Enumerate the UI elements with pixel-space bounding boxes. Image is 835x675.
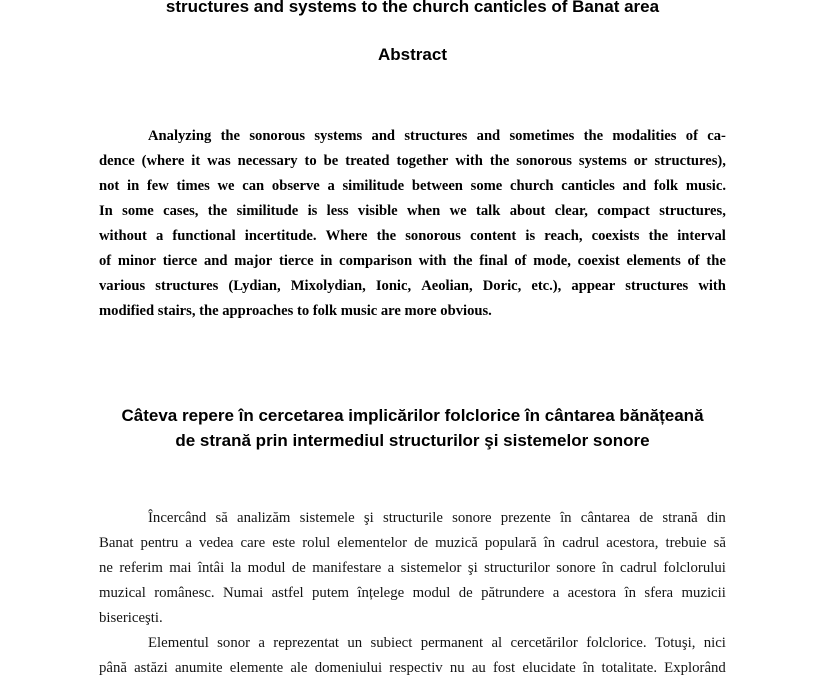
word: sfera: [644, 585, 674, 601]
word: în: [560, 510, 572, 526]
word: (where: [141, 153, 185, 169]
word: nu: [449, 660, 465, 675]
word: the: [220, 128, 241, 144]
word: we: [217, 178, 235, 194]
word: domeniului: [314, 660, 383, 675]
word: reprezentat: [273, 635, 339, 651]
word: reach,: [544, 228, 583, 244]
word: some: [122, 203, 154, 219]
text-line: [99, 274, 726, 299]
word: the: [583, 128, 604, 144]
word: sonorous: [516, 153, 572, 169]
word: şi: [467, 560, 478, 576]
word: structures: [404, 128, 468, 144]
word: pentru: [140, 535, 179, 551]
abstract-heading: Abstract: [378, 45, 447, 64]
word: is: [525, 228, 536, 244]
word: a: [185, 535, 192, 551]
word: manifestare: [312, 560, 382, 576]
word: the: [489, 153, 510, 169]
word: cadrul: [562, 535, 600, 551]
word: canticles: [561, 178, 615, 194]
word: can: [242, 178, 265, 194]
word: strană: [662, 510, 698, 526]
text-line: [99, 124, 726, 149]
word: folclorului: [663, 560, 726, 576]
word: elucidate: [522, 660, 576, 675]
word: Numai: [222, 585, 264, 601]
word: structurile: [382, 510, 443, 526]
word: of: [514, 253, 527, 269]
word: totalitate.: [601, 660, 658, 675]
word: astăzi: [134, 660, 168, 675]
word: incertitude.: [244, 228, 317, 244]
word: few: [146, 178, 169, 194]
word: înțelege: [357, 585, 405, 601]
word: să: [215, 510, 228, 526]
text-line: modified stairs, the approaches to folk music are more obvious.: [99, 303, 492, 319]
word: coexists: [591, 228, 640, 244]
word: major: [234, 253, 273, 269]
word: (Lydian,: [228, 278, 281, 294]
word: cases,: [163, 203, 199, 219]
text-line: [99, 199, 726, 224]
word: un: [347, 635, 363, 651]
word: in: [127, 178, 140, 194]
word: Încercând: [148, 510, 207, 526]
word: anumite: [174, 660, 223, 675]
word: întâi: [197, 560, 225, 576]
word: or: [633, 153, 648, 169]
word: acestora,: [606, 535, 659, 551]
word: between: [411, 178, 463, 194]
word: minor: [117, 253, 156, 269]
word: clear,: [554, 203, 588, 219]
word: necessary: [237, 153, 298, 169]
word: rolul: [302, 535, 331, 551]
word: mai: [169, 560, 192, 576]
word: when: [407, 203, 441, 219]
word: a: [327, 178, 335, 194]
word: analizăm: [237, 510, 291, 526]
word: the: [706, 253, 726, 269]
text-line: [99, 224, 726, 249]
word: structures: [155, 278, 219, 294]
text-line: [99, 249, 726, 274]
word: structurilor: [484, 560, 550, 576]
text-line: [99, 631, 726, 656]
text-line: [99, 581, 726, 606]
word: din: [706, 510, 726, 526]
word: sonore: [556, 560, 596, 576]
word: the: [648, 228, 669, 244]
word: tierce: [278, 253, 314, 269]
word: sistemele: [299, 510, 355, 526]
word: românesc.: [154, 585, 215, 601]
word: în: [582, 660, 595, 675]
word: trebuie: [665, 535, 707, 551]
word: vedea: [199, 535, 234, 551]
word: Explorând: [664, 660, 726, 675]
word: treated: [345, 153, 390, 169]
word: systems: [578, 153, 627, 169]
word: sonorous: [249, 128, 306, 144]
word: să: [713, 535, 726, 551]
word: of: [99, 253, 112, 269]
word: folclorice.: [586, 635, 647, 651]
word: subiect: [370, 635, 413, 651]
word: without: [99, 228, 147, 244]
word: about: [509, 203, 546, 219]
word: mode,: [533, 253, 571, 269]
word: with: [418, 253, 447, 269]
word: etc.),: [531, 278, 562, 294]
word: şi: [363, 510, 374, 526]
word: de: [414, 535, 429, 551]
word: acestora: [567, 585, 617, 601]
word: sonore: [452, 510, 492, 526]
word: de: [291, 560, 306, 576]
romanian-title: [99, 403, 726, 453]
text-line: [99, 174, 726, 199]
word: music.: [685, 178, 726, 194]
body-paragraph-1: [99, 506, 726, 631]
word: în: [624, 585, 636, 601]
word: be: [323, 153, 339, 169]
word: ale: [290, 660, 308, 675]
word: care: [240, 535, 266, 551]
word: church: [510, 178, 554, 194]
word: al: [491, 635, 503, 651]
word: Mixolydian,: [290, 278, 366, 294]
word: Totuşi,: [654, 635, 696, 651]
word: modalities: [612, 128, 677, 144]
word: muzică: [435, 535, 478, 551]
word: Analyzing: [148, 128, 212, 144]
word: functional: [172, 228, 236, 244]
word: the: [207, 203, 228, 219]
word: and: [203, 253, 228, 269]
word: au: [471, 660, 486, 675]
word: the: [376, 228, 397, 244]
word: este: [272, 535, 296, 551]
word: structures),: [654, 153, 726, 169]
word: în: [602, 560, 614, 576]
word: putem: [312, 585, 350, 601]
word: de: [639, 510, 654, 526]
word: compact: [597, 203, 650, 219]
word: coexist: [577, 253, 620, 269]
text-line: [99, 656, 726, 675]
word: of: [685, 128, 698, 144]
word: cadrul: [620, 560, 657, 576]
text-line: de strană prin intermediul structurilor şi sistemelor sonore: [175, 431, 650, 450]
word: and: [476, 128, 501, 144]
word: a: [155, 228, 164, 244]
word: elemente: [229, 660, 284, 675]
word: with: [455, 153, 483, 169]
text-line: [99, 149, 726, 174]
word: of: [687, 253, 700, 269]
word: fost: [492, 660, 516, 675]
word: structures: [625, 278, 689, 294]
word: cercetărilor: [510, 635, 578, 651]
word: respectiv: [389, 660, 443, 675]
word: dence: [99, 153, 135, 169]
word: visible: [357, 203, 398, 219]
word: to: [304, 153, 317, 169]
word: muzical: [99, 585, 146, 601]
word: it: [191, 153, 201, 169]
word: de: [458, 585, 473, 601]
word: ne: [99, 560, 113, 576]
word: with: [698, 278, 726, 294]
word: Where: [325, 228, 368, 244]
word: elements: [626, 253, 681, 269]
word: ca-: [707, 128, 726, 144]
word: not: [99, 178, 120, 194]
word: la: [230, 560, 242, 576]
word: is: [307, 203, 318, 219]
word: structures,: [659, 203, 726, 219]
word: In: [99, 203, 113, 219]
text-line: [99, 531, 726, 556]
word: Aeolian,: [421, 278, 473, 294]
word: pătrundere: [481, 585, 545, 601]
text-line: Câteva repere în cercetarea implicărilor folclorice în cântarea bănățeană: [121, 406, 704, 425]
word: permanent: [420, 635, 484, 651]
word: nici: [703, 635, 726, 651]
word: sonorous: [405, 228, 461, 244]
abstract-paragraph: [99, 124, 726, 324]
word: together: [396, 153, 449, 169]
word: various: [99, 278, 146, 294]
word: în: [543, 535, 556, 551]
word: was: [207, 153, 231, 169]
word: populară: [484, 535, 537, 551]
word: similitude: [236, 203, 299, 219]
word: appear: [571, 278, 616, 294]
word: muzicii: [681, 585, 726, 601]
word: sonor: [217, 635, 251, 651]
word: sistemelor: [400, 560, 462, 576]
word: a: [258, 635, 265, 651]
word: comparison: [339, 253, 413, 269]
word: less: [326, 203, 349, 219]
word: Ionic,: [375, 278, 412, 294]
word: systems: [314, 128, 363, 144]
word: in: [320, 253, 333, 269]
word: and: [371, 128, 396, 144]
word: a: [387, 560, 395, 576]
word: Elementul: [148, 635, 209, 651]
word: final: [479, 253, 508, 269]
word: talk: [476, 203, 501, 219]
word: we: [449, 203, 467, 219]
word: a: [552, 585, 560, 601]
word: modul: [247, 560, 286, 576]
word: and: [622, 178, 647, 194]
word: interval: [677, 228, 726, 244]
text-line: bisericeşti.: [99, 610, 163, 626]
word: Doric,: [482, 278, 522, 294]
word: content: [470, 228, 517, 244]
word: elementelor: [337, 535, 408, 551]
body-paragraph-2: [99, 631, 726, 675]
word: folk: [653, 178, 679, 194]
word: similitude: [342, 178, 405, 194]
word: the: [453, 253, 473, 269]
word: referim: [119, 560, 163, 576]
article-title-line: structures and systems to the church canticles of Banat area: [165, 0, 660, 16]
word: Banat: [99, 535, 134, 551]
word: prezente: [500, 510, 551, 526]
word: observe: [271, 178, 320, 194]
word: some: [470, 178, 503, 194]
word: modul: [412, 585, 451, 601]
word: tierce: [162, 253, 198, 269]
word: cântarea: [580, 510, 631, 526]
word: până: [99, 660, 127, 675]
text-line: [99, 506, 726, 531]
word: sometimes: [509, 128, 575, 144]
word: astfel: [271, 585, 304, 601]
word: times: [176, 178, 210, 194]
text-line: [99, 556, 726, 581]
